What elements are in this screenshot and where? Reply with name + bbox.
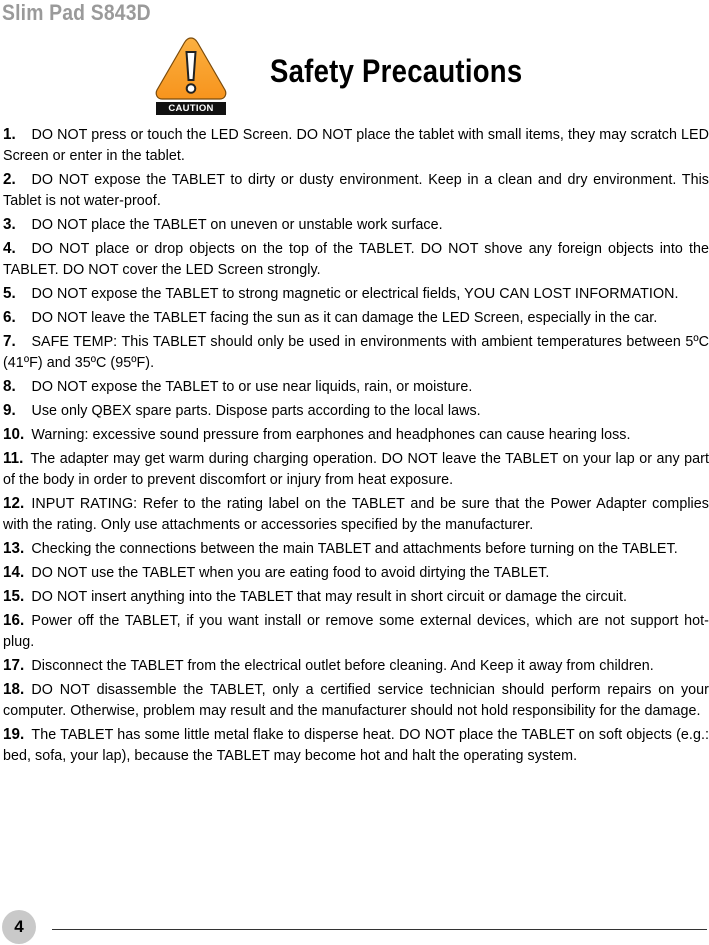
list-item [3,400,709,422]
list-item [3,562,709,584]
item-number: 10. [3,426,25,443]
list-item [3,331,709,374]
list-item [3,610,709,653]
item-text: INPUT RATING: Refer to the rating label on the TABLET and be sure that the Power Adapter complies with the rating. Only use attachments or accessories specified by the manufacturer. [3,496,709,533]
item-text: The adapter may get warm during charging operation. DO NOT leave the TABLET on your lap or any part of the body in order to prevent discomfort or injury from heat exposure. [3,451,709,488]
page-title: Safety Precautions [270,53,523,89]
item-number: 13. [3,540,25,557]
list-item [3,448,709,491]
item-number: 8. [3,378,16,395]
caution-badge [152,35,230,117]
item-text: DO NOT insert anything into the TABLET that may result in short circuit or damage the circuit. [31,589,628,605]
item-number: 7. [3,333,16,350]
list-item [3,679,709,722]
item-number: 12. [3,495,25,512]
item-number: 15. [3,588,25,605]
item-number: 18. [3,681,25,698]
item-text: DO NOT place or drop objects on the top of the TABLET. DO NOT shove any foreign objects into the TABLET. DO NOT cover the LED Screen strongly. [3,241,709,278]
item-text: DO NOT expose the TABLET to or use near liquids, rain, or moisture. [31,379,473,395]
list-item [3,724,709,767]
item-text: Checking the connections between the main TABLET and attachments before turning on the TABLET. [31,541,678,557]
item-text: DO NOT place the TABLET on uneven or unstable work surface. [31,217,443,233]
warning-triangle-icon [152,35,230,105]
model-name: Slim Pad S843D [2,0,151,25]
page-number: 4 [2,910,36,944]
caution-label: CAUTION [156,102,226,115]
item-number: 9. [3,402,16,419]
item-text: DO NOT leave the TABLET facing the sun as it can damage the LED Screen, especially in the car. [31,310,658,326]
item-text: DO NOT use the TABLET when you are eating food to avoid dirtying the TABLET. [31,565,550,581]
list-item [3,307,709,329]
item-text: Power off the TABLET, if you want install or remove some external devices, which are not support hot-plug. [3,613,709,650]
list-item [3,238,709,281]
item-text: DO NOT expose the TABLET to dirty or dusty environment. Keep in a clean and dry environment. This Tablet is not water-proof. [3,172,709,209]
item-text: Warning: excessive sound pressure from earphones and headphones can cause hearing loss. [31,427,631,443]
precautions-list [3,124,709,769]
footer-divider [52,929,707,930]
item-number: 14. [3,564,25,581]
list-item [3,283,709,305]
list-item [3,376,709,398]
list-item [3,493,709,536]
list-item [3,169,709,212]
item-text: Use only QBEX spare parts. Dispose parts according to the local laws. [31,403,481,419]
item-number: 3. [3,216,16,233]
item-number: 16. [3,612,25,629]
list-item [3,424,709,446]
item-text: DO NOT disassemble the TABLET, only a certified service technician should perform repairs on your computer. Otherwise, problem may result and the manufacturer should not hold responsibility for the damage. [3,682,709,719]
item-text: DO NOT press or touch the LED Screen. DO NOT place the tablet with small items, they may scratch LED Screen or enter in the tablet. [3,127,709,164]
list-item [3,655,709,677]
item-number: 2. [3,171,16,188]
list-item [3,538,709,560]
item-number: 4. [3,240,16,257]
list-item [3,124,709,167]
item-number: 5. [3,285,16,302]
item-number: 1. [3,126,16,143]
list-item [3,586,709,608]
item-text: DO NOT expose the TABLET to strong magnetic or electrical fields, YOU CAN LOST INFORMATION. [31,286,679,302]
item-number: 6. [3,309,16,326]
item-number: 11. [3,450,24,467]
item-number: 19. [3,726,25,743]
item-text: The TABLET has some little metal flake to disperse heat. DO NOT place the TABLET on soft objects (e.g.: bed, sofa, your lap), because the TABLET may become hot and halt the operating system. [3,727,709,764]
item-text: Disconnect the TABLET from the electrical outlet before cleaning. And Keep it away from children. [31,658,654,674]
item-text: SAFE TEMP: This TABLET should only be used in environments with ambient temperatures between 5ºC (41ºF) and 35ºC (95ºF). [3,334,709,371]
item-number: 17. [3,657,25,674]
list-item [3,214,709,236]
